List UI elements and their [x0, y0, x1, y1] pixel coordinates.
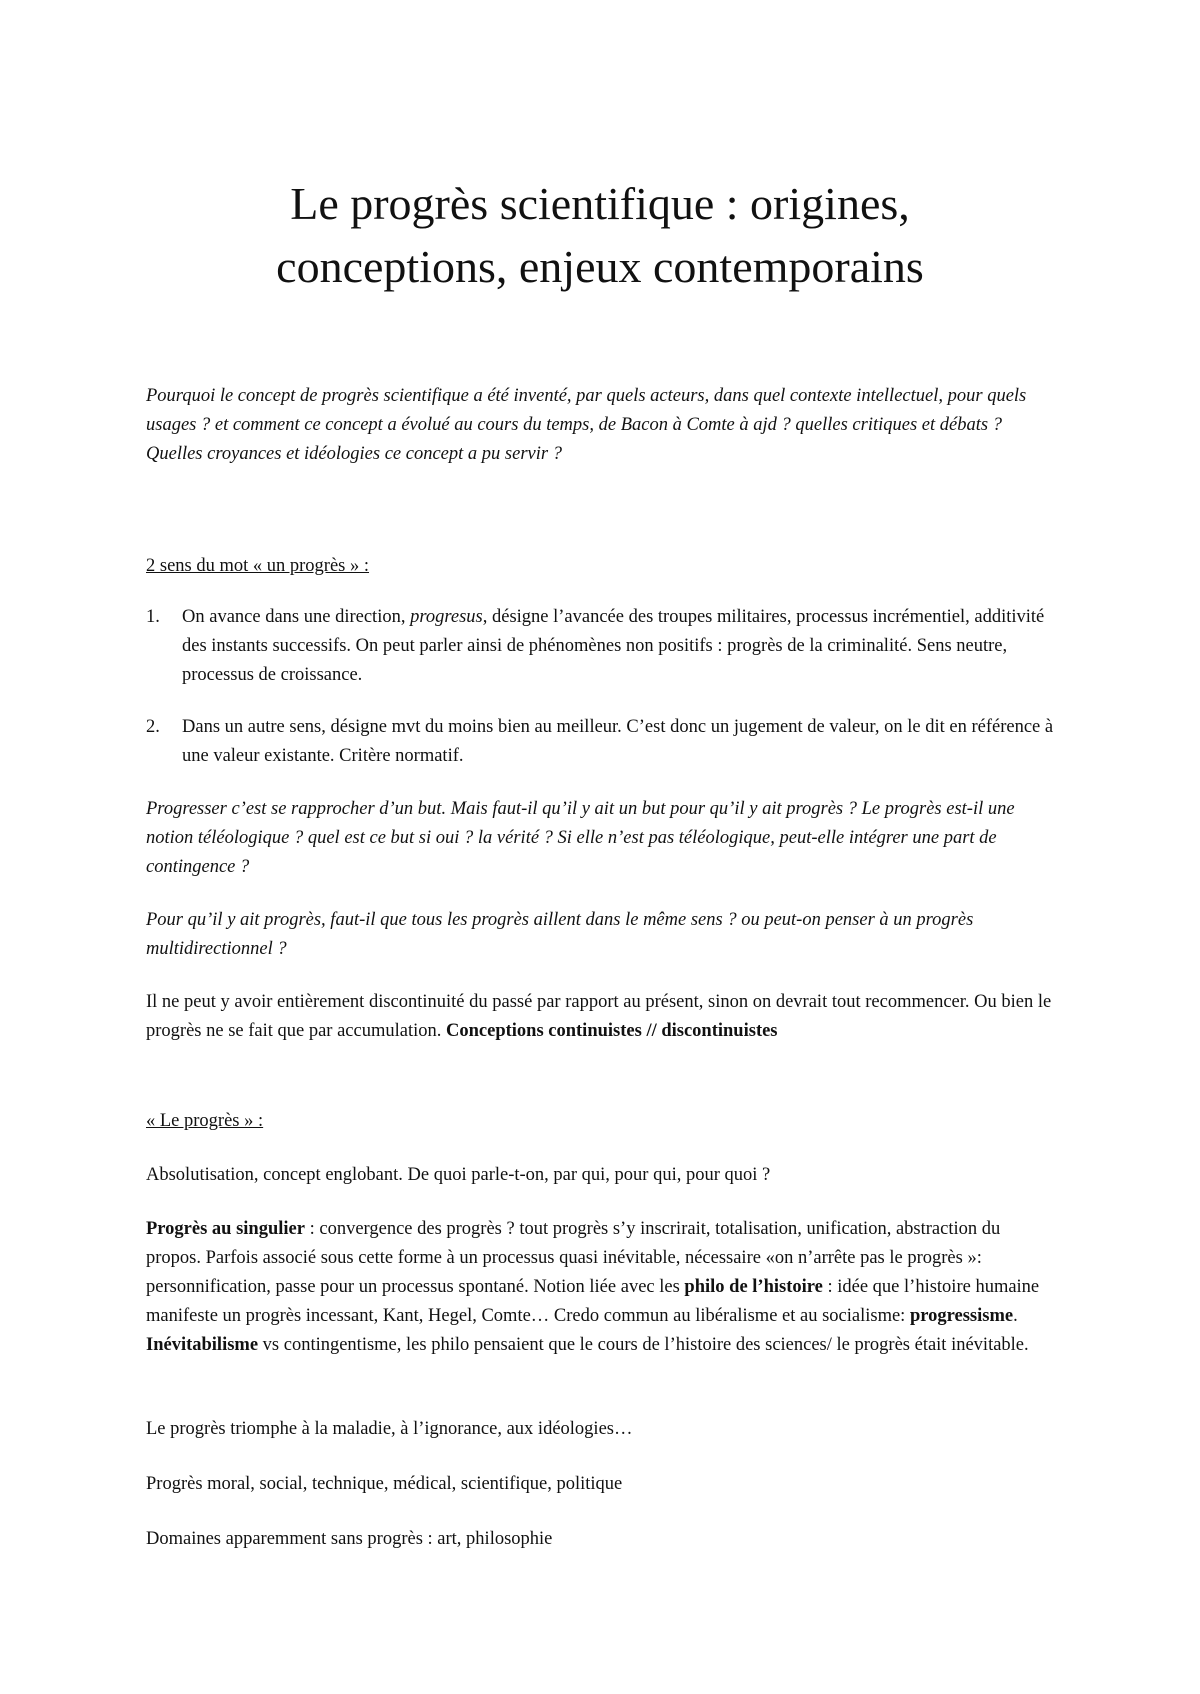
list-item-number: 1. — [146, 607, 160, 627]
question-paragraph-direction: Pour qu’il y ait progrès, faut-il que tous les progrès aillent dans le même sens ? ou peut-on penser à un progrès multidirectionnel ? — [146, 910, 974, 959]
list-item — [146, 713, 1056, 771]
title-line-2: conceptions, enjeux contemporains — [276, 241, 924, 292]
paragraph-text: . — [1013, 1306, 1018, 1326]
term-progres-singulier: Progrès au singulier — [146, 1219, 305, 1239]
list-item-text — [182, 603, 1056, 690]
paragraph-text: : idée que l’histoire humaine manifeste un progrès incessant, Kant, Hegel, Comte… Credo commun au libéralisme et au socialisme: — [146, 1277, 1040, 1326]
term-progressisme: progressisme — [909, 1306, 1014, 1326]
list-item-emphasis: progresus — [410, 607, 483, 627]
section-heading-two-senses: 2 sens du mot « un progrès » : — [146, 556, 370, 576]
triumph-paragraph: Le progrès triomphe à la maladie, à l’ignorance, aux idéologies… — [146, 1419, 633, 1439]
continuity-text: Il ne peut y avoir entièrement discontinuité du passé par rapport au présent, sinon on devrait tout recommencer. Ou bien le progrès ne se fait que par accumulation. — [146, 992, 1052, 1041]
paragraph-text: : convergence des progrès ? tout progrès s’y inscrirait, totalisation, unification, abstraction du propos. Parfois associé sous cette forme à un processus quasi inévitable, nécessaire «on n’arrête pas le progrès »: personnification, passe pour un processus spontané. Notion liée avec les — [146, 1219, 1001, 1297]
page-title — [120, 172, 1080, 298]
title-line-1: Le progrès scientifique : origines, — [290, 178, 910, 229]
continuity-paragraph — [146, 988, 1056, 1046]
list-item-text: Dans un autre sens, désigne mvt du moins bien au meilleur. C’est donc un jugement de valeur, on le dit en référence à une valeur existante. Critère normatif. — [182, 717, 1054, 766]
question-paragraph-teleology: Progresser c’est se rapprocher d’un but. Mais faut-il qu’il y ait un but pour qu’il y ait progrès ? Le progrès est-il une notion téléologique ? quel est ce but si oui ? la vérité ? Si elle n’est pas téléologique, peut-elle intégrer une part de contingence ? — [146, 799, 1015, 877]
list-item-text-part: On avance dans une direction, — [182, 607, 411, 627]
intro-paragraph: Pourquoi le concept de progrès scientifique a été inventé, par quels acteurs, dans quel contexte intellectuel, pour quels usages ? et comment ce concept a évolué au cours du temps, de Bacon à Comte à ajd ? quelles critiques et débats ? Quelles croyances et idéologies ce concept a pu servir ? — [146, 386, 1027, 464]
absolutisation-paragraph: Absolutisation, concept englobant. De quoi parle-t-on, par qui, pour qui, pour quoi ? — [146, 1165, 771, 1185]
paragraph-text: vs contingentisme, les philo pensaient que le cours de l’histoire des sciences/ le progrès était inévitable. — [258, 1335, 1029, 1355]
term-inevitabilisme: Inévitabilisme — [146, 1335, 259, 1355]
list-item-text-part: , désigne l’avancée des troupes militaires, processus incrémentiel, additivité des instants successifs. On peut parler ainsi de phénomènes non positifs : progrès de la criminalité. Sens neutre, processus de croissance. — [182, 607, 1045, 685]
term-philo-histoire: philo de l’histoire — [684, 1277, 823, 1297]
list-item-number: 2. — [146, 717, 160, 737]
list-item — [146, 603, 1056, 690]
section-heading-le-progres: « Le progrès » : — [146, 1111, 264, 1131]
continuity-bold: Conceptions continuistes // discontinuistes — [446, 1021, 778, 1041]
progress-types-paragraph: Progrès moral, social, technique, médical, scientifique, politique — [146, 1474, 623, 1494]
singular-progress-paragraph — [146, 1215, 1056, 1360]
domains-paragraph: Domaines apparemment sans progrès : art, philosophie — [146, 1529, 553, 1549]
